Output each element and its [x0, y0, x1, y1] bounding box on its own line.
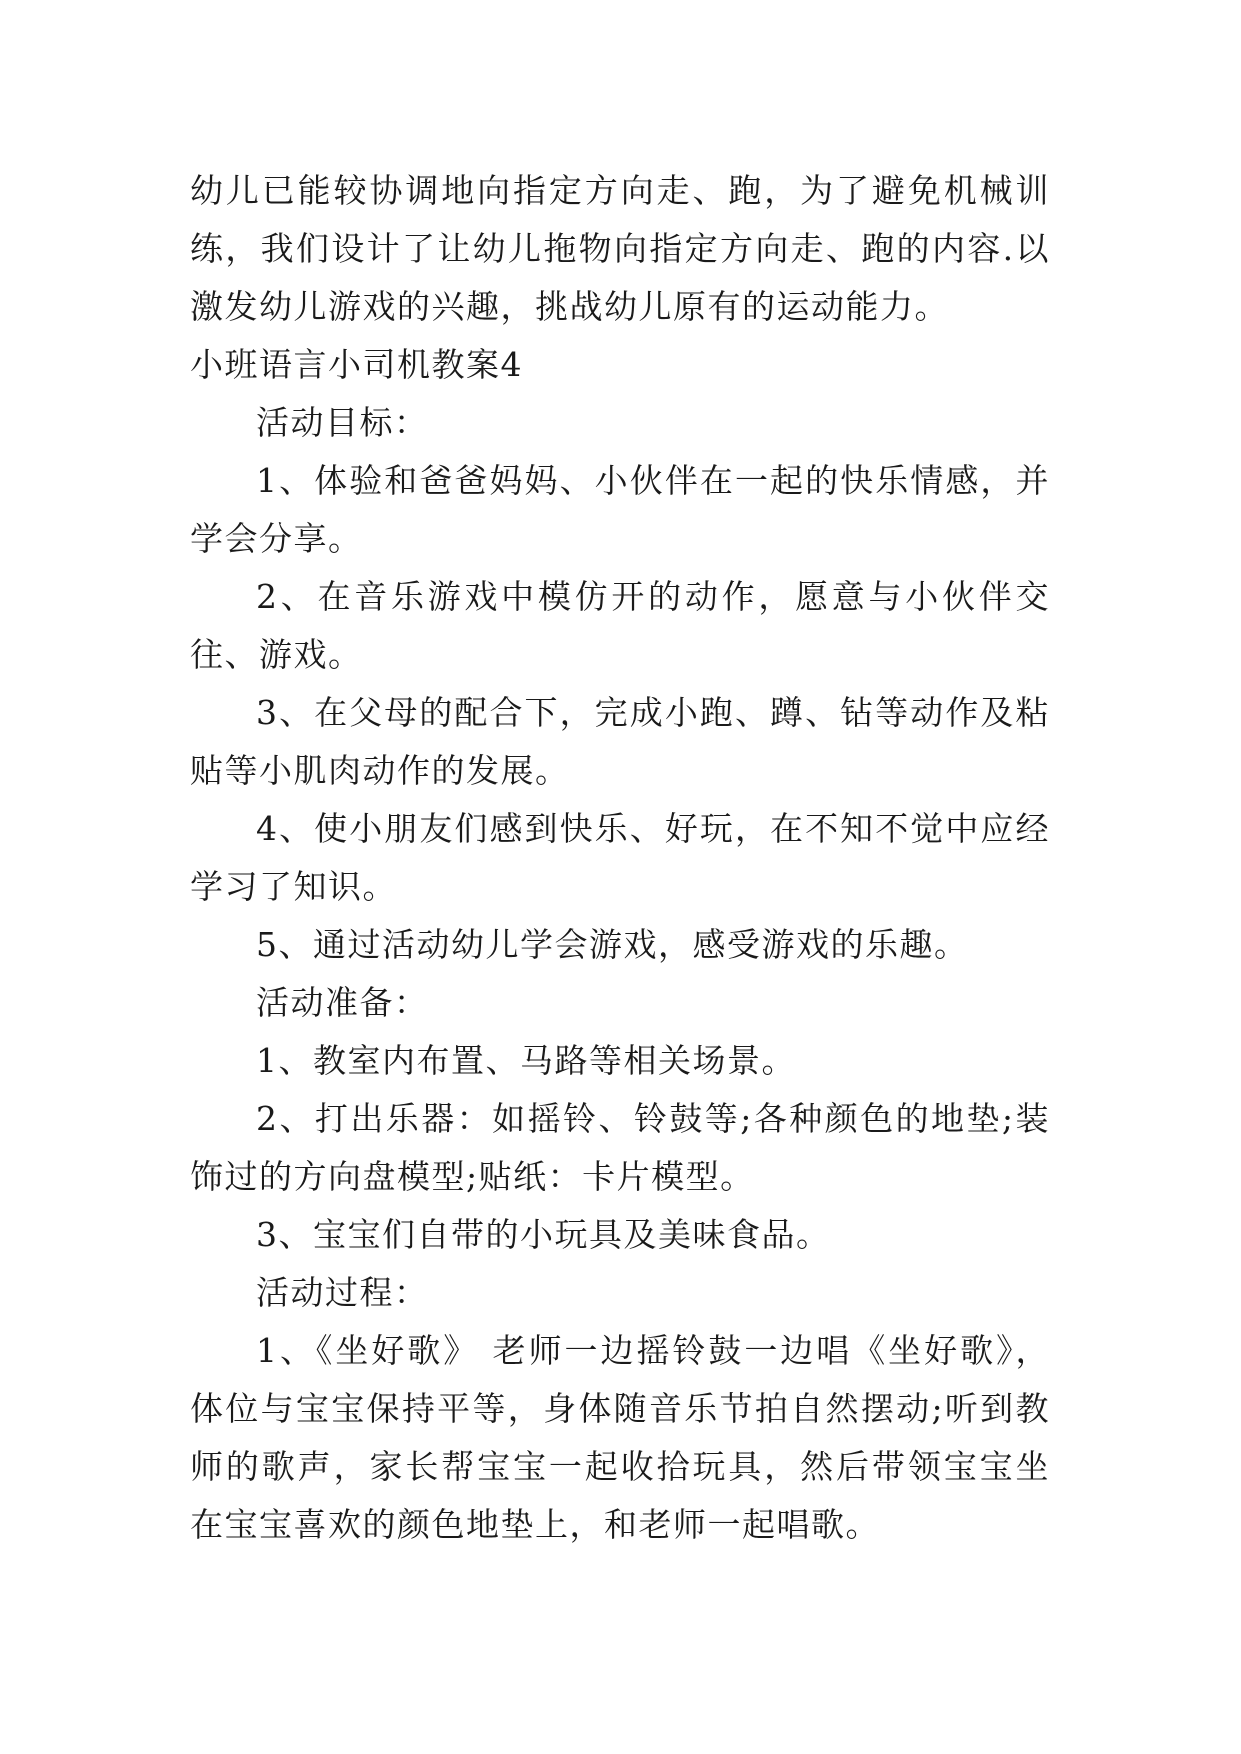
intro-paragraph: 幼儿已能较协调地向指定方向走、跑，为了避免机械训练，我们设计了让幼儿拖物向指定方向走、跑的内容.以激发幼儿游戏的兴趣，挑战幼儿原有的运动能力。 — [190, 171, 1050, 326]
goal-item: 5、通过活动幼儿学会游戏，感受游戏的乐趣。 — [256, 925, 969, 964]
goal-item: 3、在父母的配合下，完成小跑、蹲、钻等动作及粘贴等小肌肉动作的发展。 — [190, 693, 1050, 790]
prep-item: 1、教室内布置、马路等相关场景。 — [256, 1041, 796, 1080]
prep-item: 2、打出乐器：如摇铃、铃鼓等;各种颜色的地垫;装饰过的方向盘模型;贴纸：卡片模型。 — [190, 1099, 1050, 1196]
prep-item: 3、宝宝们自带的小玩具及美味食品。 — [256, 1215, 831, 1254]
goal-item: 1、体验和爸爸妈妈、小伙伴在一起的快乐情感，并学会分享。 — [190, 461, 1050, 558]
goal-item: 2、在音乐游戏中模仿开的动作，愿意与小伙伴交往、游戏。 — [190, 577, 1050, 674]
process-item: 1、《坐好歌》 老师一边摇铃鼓一边唱《坐好歌》，体位与宝宝保持平等，身体随音乐节拍自然摆动;听到教师的歌声，家长帮宝宝一起收拾玩具，然后带领宝宝坐在宝宝喜欢的颜色地垫上，和老师一起唱歌。 — [190, 1331, 1050, 1544]
prep-heading: 活动准备： — [256, 983, 429, 1022]
goals-heading: 活动目标： — [256, 403, 429, 442]
process-heading: 活动过程： — [256, 1273, 429, 1312]
section-title: 小班语言小司机教案4 — [190, 345, 523, 384]
goal-item: 4、使小朋友们感到快乐、好玩，在不知不觉中应经学习了知识。 — [190, 809, 1050, 906]
document-body — [190, 162, 1050, 1554]
